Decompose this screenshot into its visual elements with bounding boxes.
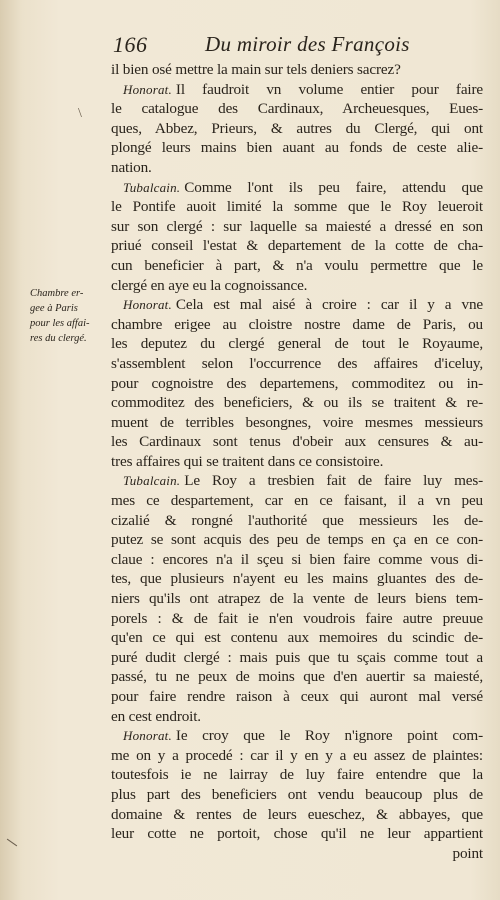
text-line: tes, que plusieurs n'ayent eu les mains gluantes des de-	[111, 570, 483, 588]
text-line: cizalié & rongné l'authorité que messieurs les de-	[111, 511, 483, 529]
text-fragment: Cela est mal aisé à croire : car il y a vne	[175, 296, 483, 314]
page-number: 166	[113, 32, 148, 57]
text-line	[111, 295, 483, 315]
margin-note-line: gee à Paris	[30, 303, 78, 314]
text-line: le catalogue des Cardinaux, Archeuesques, Eues-	[111, 100, 483, 118]
text-line: porels : & de fait ie n'en voudrois faire autre preuue	[111, 609, 483, 627]
speaker-label: Honorat.	[123, 728, 172, 744]
catchword: point	[452, 844, 483, 862]
text-line: mes ce despartement, car en ce faisant, il a vn peu	[111, 492, 483, 510]
text-line: sur son clergé : sur laquelle sa maiesté a dressé en son	[111, 217, 483, 235]
text-line	[111, 80, 483, 100]
text-line: niers qu'ils ont atrapez de la vente de leurs biens tem-	[111, 590, 483, 608]
running-title: Du miroir des François	[205, 32, 410, 56]
body-text	[111, 60, 483, 863]
text-line: cun beneficier à part, & n'a voulu permettre que le	[111, 256, 483, 274]
text-line: nation.	[111, 158, 152, 176]
text-line: qu'en ce qui est contenu aux memoires du scindic de-	[111, 629, 483, 647]
text-line	[111, 726, 483, 746]
text-line: tres affaires qui se traitent dans ce consistoire.	[111, 452, 384, 470]
text-line: clergé en aye eu la cognoissance.	[111, 276, 308, 294]
margin-note-line: pour les affai-	[30, 318, 90, 329]
text-line: toutesfois ie ne lairray de luy faire entendre que la	[111, 766, 483, 784]
text-line: ques, Abbez, Prieurs, & autres du Clergé, qui ont	[111, 119, 483, 137]
text-line: chambre erigee au cloistre nostre dame de Paris, ou	[111, 315, 483, 333]
text-line: leur cotte ne portoit, chose qu'il ne leur appartient	[111, 825, 483, 843]
text-fragment: Il faudroit vn volume entier pour faire	[175, 80, 483, 98]
text-line: puré dudit clergé : mais puis que tu sçais comme tout a	[111, 648, 483, 666]
text-fragment: Comme l'ont ils peu faire, attendu que	[184, 178, 483, 196]
text-line: pour faire rendre raison à ceux qui auront mal versé	[111, 688, 483, 705]
text-line: muent de terribles besongnes, voire mesmes messieurs	[111, 413, 483, 431]
text-line: claue : encores n'a il sçeu si bien faire comme vous di-	[111, 550, 483, 568]
gutter-mark	[7, 839, 17, 847]
text-line: me on y a procedé : car il y en y a eu assez de plaintes:	[111, 746, 483, 764]
text-line	[111, 471, 483, 491]
margin-note	[30, 286, 108, 346]
speaker-label: Honorat.	[123, 81, 172, 97]
text-line: domaine & rentes de leurs eueschez, & abbayes, que	[111, 805, 483, 823]
text-line: les deputez du clergé general de tout le Royaume,	[111, 335, 483, 353]
text-line: commoditez des beneficiers, & ou ils se traitent & re-	[111, 394, 483, 412]
text-line: pour cognoistre des departemens, commoditez ou in-	[111, 374, 483, 392]
text-line: passé, tu ne peux de moins que d'en auertir sa maiesté,	[111, 668, 483, 686]
text-line: les Cardinaux sont tenus d'obeir aux censures & au-	[111, 433, 483, 451]
text-line: il bien osé mettre la main sur tels deniers sacrez?	[111, 61, 401, 78]
text-line: le Pontife auoit limité la somme que le Roy leueroit	[111, 198, 483, 216]
text-line: en cest endroit.	[111, 707, 201, 725]
margin-note-line: Chambre er-	[30, 288, 84, 299]
page-header	[0, 32, 500, 62]
text-line: plus part des beneficiers ont vendu beaucoup plus de	[111, 785, 483, 803]
text-line: plongé leurs mains bien auant au fonds de ceste alie-	[111, 139, 483, 157]
text-line: s'assemblent selon l'occurrence des affaires d'iceluy,	[111, 354, 483, 372]
speaker-label: Tubalcain.	[123, 179, 181, 195]
text-line: putez se sont acquis des peu de temps en ça en ce con-	[111, 531, 483, 549]
margin-mark: \	[78, 106, 82, 121]
margin-note-line: res du clergé.	[30, 333, 87, 344]
text-fragment: Le Roy a tresbien fait de faire luy mes-	[184, 472, 483, 490]
text-fragment: Ie croy que le Roy n'ignore point com-	[175, 727, 483, 745]
text-line	[111, 178, 483, 198]
speaker-label: Tubalcain.	[123, 473, 181, 489]
speaker-label: Honorat.	[123, 297, 172, 313]
text-line: priué conseil l'estat & departement de la cotte de cha-	[111, 237, 483, 255]
